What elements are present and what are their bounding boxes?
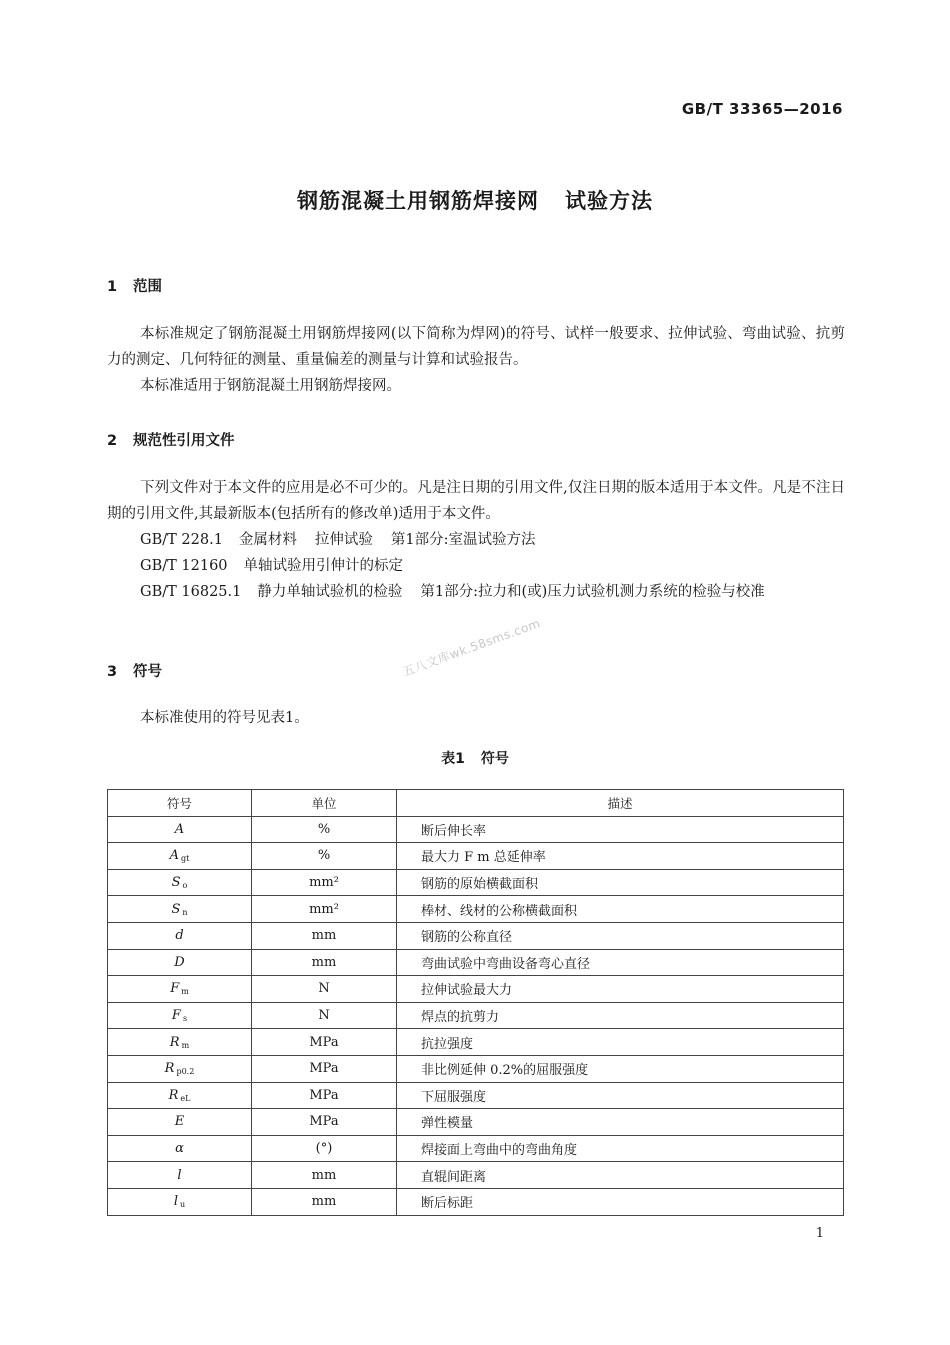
unit-cell: mm <box>252 949 397 976</box>
table-number: 表1 <box>441 751 465 767</box>
symbol: S <box>171 875 181 891</box>
unit-cell: mm² <box>252 869 397 896</box>
symbol: R <box>168 1087 179 1103</box>
unit-cell: MPa <box>252 1055 397 1082</box>
symbol-cell <box>108 1135 252 1162</box>
symbol-cell <box>108 1109 252 1136</box>
unit-cell: mm <box>252 1162 397 1189</box>
reference-code: GB/T 228.1 <box>140 532 223 548</box>
section-title: 规范性引用文件 <box>133 433 235 449</box>
column-header-description: 描述 <box>397 790 844 817</box>
table-row <box>108 896 844 923</box>
table-body <box>108 816 844 1215</box>
unit-cell: mm² <box>252 896 397 923</box>
symbol: R <box>169 1034 180 1050</box>
table-row <box>108 922 844 949</box>
reference-title-part: 拉伸试验 <box>314 532 373 548</box>
section-number: 2 <box>107 433 118 449</box>
symbol-cell <box>108 843 252 870</box>
description-cell: 断后伸长率 <box>397 816 844 843</box>
table-row <box>108 1188 844 1215</box>
symbol-subscript: m <box>181 1040 190 1050</box>
unit-cell: MPa <box>252 1082 397 1109</box>
section-1-paragraph-2: 本标准适用于钢筋混凝土用钢筋焊接网。 <box>140 378 401 394</box>
section-title: 范围 <box>133 279 162 295</box>
table-header-row <box>108 790 844 817</box>
symbol-cell <box>108 1055 252 1082</box>
symbol: α <box>175 1141 184 1157</box>
symbol-subscript: u <box>180 1200 186 1210</box>
reference-title-part: 金属材料 <box>238 532 297 548</box>
symbol: l <box>173 1194 178 1210</box>
table-row <box>108 1055 844 1082</box>
symbol-cell <box>108 869 252 896</box>
symbol: E <box>174 1114 185 1130</box>
symbol-cell <box>108 1082 252 1109</box>
table-row <box>108 949 844 976</box>
section-title: 符号 <box>133 664 162 680</box>
symbol-cell <box>108 949 252 976</box>
table-caption <box>0 748 950 768</box>
reference-code: GB/T 12160 <box>140 558 228 574</box>
unit-cell: N <box>252 1002 397 1029</box>
table-row <box>108 1029 844 1056</box>
section-2-paragraph-1: 下列文件对于本文件的应用是必不可少的。凡是注日期的引用文件,仅注日期的版本适用于本文件。凡是不注日期的引用文件,其最新版本(包括所有的修改单)适用于本文件。 <box>107 480 845 522</box>
title-main: 钢筋混凝土用钢筋焊接网 <box>297 189 539 213</box>
symbol: F <box>170 981 180 997</box>
unit-cell: mm <box>252 922 397 949</box>
description-cell: 钢筋的公称直径 <box>397 922 844 949</box>
page-number: 1 <box>815 1226 824 1241</box>
symbol-subscript: s <box>182 1014 188 1024</box>
symbol: A <box>174 821 185 837</box>
reference-code: GB/T 16825.1 <box>140 584 242 600</box>
normative-reference <box>140 579 845 605</box>
symbol: D <box>174 954 185 970</box>
description-cell: 焊接面上弯曲中的弯曲角度 <box>397 1135 844 1162</box>
description-cell: 直辊间距离 <box>397 1162 844 1189</box>
table-row <box>108 976 844 1003</box>
unit-cell: % <box>252 843 397 870</box>
table-title: 符号 <box>480 751 509 767</box>
description-cell: 非比例延伸 0.2%的屈服强度 <box>397 1055 844 1082</box>
symbol: A <box>169 848 180 864</box>
table-row <box>108 1162 844 1189</box>
unit-cell: mm <box>252 1188 397 1215</box>
unit-cell: (°) <box>252 1135 397 1162</box>
section-number: 3 <box>107 664 118 680</box>
symbol-cell <box>108 1002 252 1029</box>
symbol-cell <box>108 976 252 1003</box>
document-title <box>0 185 950 215</box>
reference-title-part: 单轴试验用引伸计的标定 <box>243 558 404 574</box>
table-row <box>108 869 844 896</box>
symbol-cell <box>108 896 252 923</box>
description-cell: 断后标距 <box>397 1188 844 1215</box>
symbol-subscript: gt <box>181 854 190 864</box>
unit-cell: N <box>252 976 397 1003</box>
symbol-cell <box>108 922 252 949</box>
table-row <box>108 1135 844 1162</box>
symbol-subscript: m <box>181 987 189 997</box>
symbol: S <box>171 901 181 917</box>
symbol-subscript: eL <box>180 1093 191 1103</box>
reference-title-part: 静力单轴试验机的检验 <box>257 584 403 600</box>
normative-reference <box>140 527 536 553</box>
table-row <box>108 1082 844 1109</box>
description-cell: 弯曲试验中弯曲设备弯心直径 <box>397 949 844 976</box>
table-row <box>108 1002 844 1029</box>
symbol: F <box>171 1008 181 1024</box>
description-cell: 钢筋的原始横截面积 <box>397 869 844 896</box>
unit-cell: MPa <box>252 1109 397 1136</box>
table-row <box>108 816 844 843</box>
description-cell: 下屈服强度 <box>397 1082 844 1109</box>
table-row <box>108 1109 844 1136</box>
unit-cell: MPa <box>252 1029 397 1056</box>
section-number: 1 <box>107 279 118 295</box>
symbol-subscript: o <box>182 881 188 891</box>
symbol-cell <box>108 1029 252 1056</box>
title-sub: 试验方法 <box>565 189 653 213</box>
section-3-heading <box>107 660 162 681</box>
description-cell: 弹性模量 <box>397 1109 844 1136</box>
description-cell: 拉伸试验最大力 <box>397 976 844 1003</box>
symbol-cell <box>108 1162 252 1189</box>
section-1-heading <box>107 275 162 296</box>
watermark: 五八文库wk.58sms.com <box>400 616 543 680</box>
symbol: l <box>177 1167 182 1183</box>
description-cell: 最大力 F m 总延伸率 <box>397 843 844 870</box>
symbol-cell <box>108 816 252 843</box>
description-cell: 抗拉强度 <box>397 1029 844 1056</box>
description-cell: 棒材、线材的公称横截面积 <box>397 896 844 923</box>
reference-title-part: 第1部分:拉力和(或)压力试验机测力系统的检验与校准 <box>420 584 765 600</box>
symbol-subscript: n <box>182 907 188 917</box>
symbol-subscript: p0.2 <box>176 1067 195 1077</box>
unit-cell: % <box>252 816 397 843</box>
symbol: R <box>164 1061 175 1077</box>
symbols-table <box>107 789 844 1216</box>
symbol: d <box>175 928 184 944</box>
column-header-unit: 单位 <box>252 790 397 817</box>
column-header-symbol: 符号 <box>108 790 252 817</box>
reference-title-part: 第1部分:室温试验方法 <box>390 532 536 548</box>
standard-number: GB/T 33365—2016 <box>681 100 843 118</box>
table-row <box>108 843 844 870</box>
normative-reference <box>140 553 403 579</box>
description-cell: 焊点的抗剪力 <box>397 1002 844 1029</box>
symbol-cell <box>108 1188 252 1215</box>
section-2-heading <box>107 429 235 450</box>
section-1-paragraph-1: 本标准规定了钢筋混凝土用钢筋焊接网(以下简称为焊网)的符号、试样一般要求、拉伸试验、弯曲试验、抗剪力的测定、几何特征的测量、重量偏差的测量与计算和试验报告。 <box>107 326 845 368</box>
section-3-paragraph-1: 本标准使用的符号见表1。 <box>140 710 309 726</box>
